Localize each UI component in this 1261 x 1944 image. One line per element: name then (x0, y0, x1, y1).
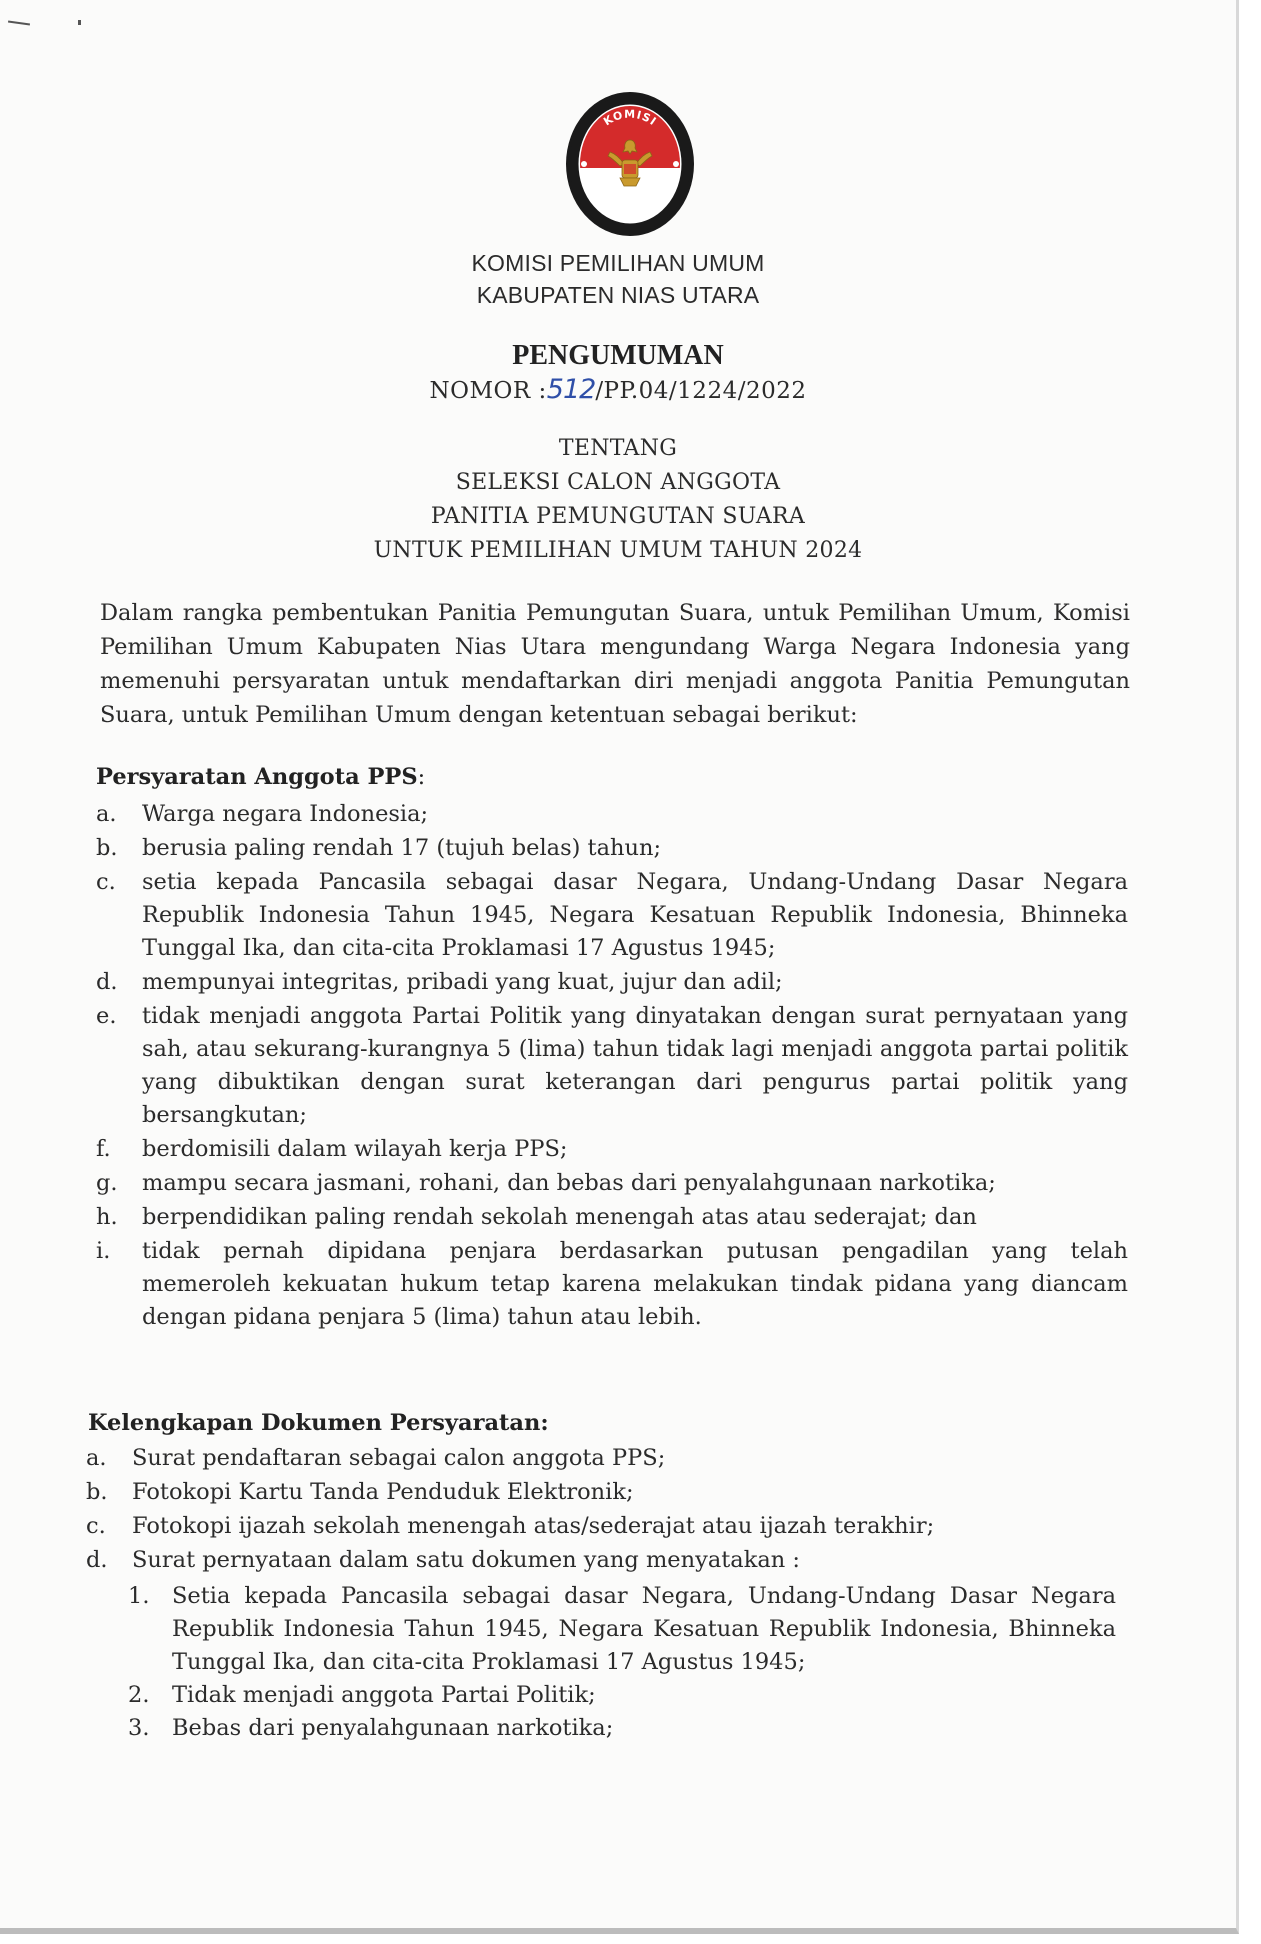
list-item-text: setia kepada Pancasila sebagai dasar Negara, Undang-Undang Dasar Negara Republik Indonesia Tahun 1945, Negara Kesatuan Republik Indonesia, Bhinneka Tunggal Ika, dan cita-cita Proklamasi 17 Agustus 1945; (142, 869, 1128, 961)
sublist-item-text: Tidak menjadi anggota Partai Politik; (172, 1682, 596, 1708)
list-item-text: Warga negara Indonesia; (142, 801, 429, 827)
documents-list (86, 1442, 1122, 1578)
list-item (96, 1000, 1128, 1132)
list-marker: d. (96, 969, 118, 995)
sublist-item-text: Setia kepada Pancasila sebagai dasar Negara, Undang-Undang Dasar Negara Republik Indonesia Tahun 1945, Negara Kesatuan Republik Indonesia, Bhinneka Tunggal Ika, dan cita-cita Proklamasi 17 Agustus 1945; (172, 1583, 1116, 1675)
list-item (96, 1167, 1128, 1200)
list-item (86, 1442, 1122, 1475)
announcement-title: PENGUMUMAN (512, 340, 724, 371)
list-marker: i. (96, 1238, 111, 1264)
list-marker: a. (86, 1445, 107, 1471)
list-marker: h. (96, 1204, 118, 1230)
list-item-text: tidak menjadi anggota Partai Politik yang dinyatakan dengan surat pernyataan yang sah, atau sekurang-kurangnya 5 (lima) tahun tidak lagi menjadi anggota partai politik yang dibuktikan dengan surat keterangan dari pengurus partai politik yang bersangkutan; (142, 1003, 1128, 1128)
list-item (86, 1510, 1122, 1543)
list-item-text: tidak pernah dipidana penjara berdasarkan putusan pengadilan yang telah memeroleh kekuatan hukum tetap karena melakukan tindak pidana yang diancam dengan pidana penjara 5 (lima) tahun atau lebih. (142, 1238, 1128, 1330)
list-marker: a. (96, 801, 117, 827)
logo-text-top: KOMISI (601, 107, 660, 129)
logo-text-bottom: PEMILIHAN UMUM (587, 180, 673, 214)
org-name-line1: KOMISI PEMILIHAN UMUM (471, 250, 765, 276)
list-item (96, 832, 1128, 865)
list-item (96, 1235, 1128, 1334)
list-marker: f. (96, 1136, 111, 1162)
list-marker: d. (86, 1547, 108, 1573)
kpu-logo (562, 88, 698, 240)
list-item (86, 1544, 1122, 1577)
subject-line: SELEKSI CALON ANGGOTA (455, 470, 781, 495)
list-item-text: berusia paling rendah 17 (tujuh belas) tahun; (142, 835, 662, 861)
subject-line: PANITIA PEMUNGUTAN SUARA (430, 504, 806, 529)
number-prefix: NOMOR : (429, 378, 547, 404)
subject-line: UNTUK PEMILIHAN UMUM TAHUN 2024 (373, 538, 863, 563)
list-item (96, 966, 1128, 999)
sublist-item-text: Bebas dari penyalahgunaan narkotika; (172, 1715, 614, 1741)
sublist-item (128, 1679, 1116, 1712)
list-item-text: Surat pendaftaran sebagai calon anggota PPS; (132, 1445, 666, 1471)
subject-line: TENTANG (558, 436, 678, 461)
list-item (96, 1133, 1128, 1166)
list-marker: c. (86, 1513, 106, 1539)
requirements-heading (96, 764, 425, 790)
list-marker: g. (96, 1170, 118, 1196)
list-marker: b. (86, 1479, 108, 1505)
requirements-list (96, 798, 1128, 1335)
list-item (86, 1476, 1122, 1509)
list-marker: e. (96, 1003, 117, 1029)
list-item (96, 798, 1128, 831)
org-name-line2: KABUPATEN NIAS UTARA (476, 282, 760, 308)
statement-sublist (128, 1580, 1116, 1745)
announcement-number (0, 374, 1236, 405)
announcement-subject (0, 432, 1236, 568)
list-item-text: berdomisili dalam wilayah kerja PPS; (142, 1136, 568, 1162)
list-marker: b. (96, 835, 118, 861)
requirements-heading-text: Persyaratan Anggota PPS (96, 764, 418, 790)
list-item-text: Surat pernyataan dalam satu dokumen yang menyatakan : (132, 1547, 800, 1573)
list-item-text: Fotokopi Kartu Tanda Penduduk Elektronik; (132, 1479, 634, 1505)
list-item-text: mempunyai integritas, pribadi yang kuat, jujur dan adil; (142, 969, 783, 995)
list-item (96, 866, 1128, 965)
intro-paragraph: Dalam rangka pembentukan Panitia Pemungutan Suara, untuk Pemilihan Umum, Komisi Pemilihan Umum Kabupaten Nias Utara mengundang Warga Negara Indonesia yang memenuhi persyaratan untuk mendaftarkan diri menjadi anggota Panitia Pemungutan Suara, untuk Pemilihan Umum dengan ketentuan sebagai berikut: (100, 600, 1130, 728)
sublist-marker: 1. (128, 1583, 150, 1609)
list-item-text: berpendidikan paling rendah sekolah menengah atas atau sederajat; dan (142, 1204, 977, 1230)
requirements-heading-colon: : (417, 764, 426, 790)
sublist-item (128, 1580, 1116, 1679)
scan-artifact (8, 20, 30, 25)
list-item-text: mampu secara jasmani, rohani, dan bebas dari penyalahgunaan narkotika; (142, 1170, 996, 1196)
scan-artifact (78, 20, 81, 25)
list-item (96, 1201, 1128, 1234)
sublist-marker: 3. (128, 1715, 150, 1741)
sublist-marker: 2. (128, 1682, 150, 1708)
documents-heading: Kelengkapan Dokumen Persyaratan: (88, 1410, 549, 1436)
number-suffix: /PP.04/1224/2022 (595, 378, 807, 404)
handwritten-number: 512 (546, 374, 596, 405)
list-item-text: Fotokopi ijazah sekolah menengah atas/sederajat atau ijazah terakhir; (132, 1513, 935, 1539)
list-marker: c. (96, 869, 116, 895)
sublist-item (128, 1712, 1116, 1745)
